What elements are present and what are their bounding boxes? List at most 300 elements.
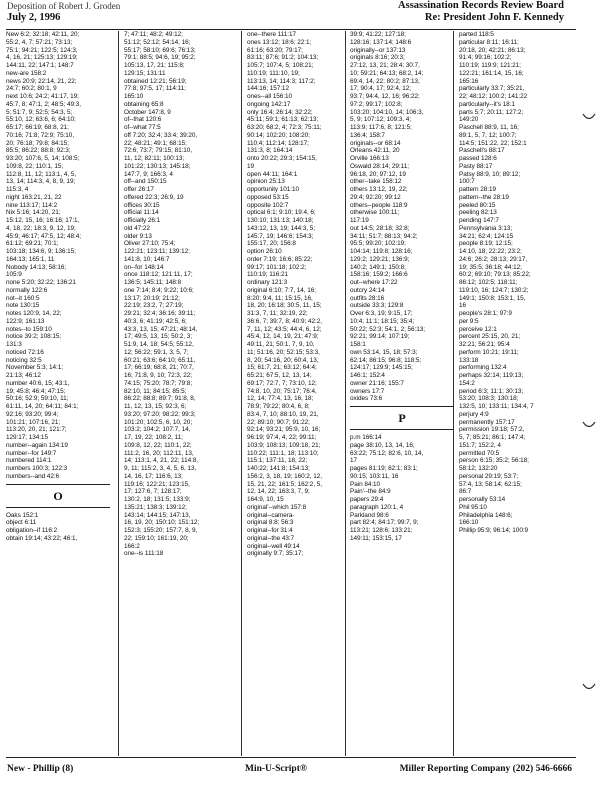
index-line: 113:13, 14; 114:3; 117:2; (247, 77, 316, 85)
index-line: 45:9; 46:17; 47:5, 12; 48:4; (6, 232, 81, 240)
index-line: 101:22; 130:13; 145:18; (124, 162, 191, 170)
index-column-4 (350, 31, 454, 756)
index-line: 61:16; 63:20; 79:17; (247, 46, 303, 54)
index-line: 113:9; 117:6, 8; 121:5; (350, 124, 412, 131)
index-line: 145:7, 19; 146:6; 154:3; (247, 232, 314, 240)
index-line: one--there 111:17 (247, 31, 297, 38)
header-rule (6, 29, 576, 30)
index-line: 119:16; 122:21; 123:15, (124, 480, 190, 488)
index-line: November 5:3; 14:1; (6, 364, 63, 372)
index-line: older 9:13 (124, 232, 152, 240)
index-line: official 11:14 (124, 209, 159, 217)
index-line: 57:4, 13; 58:14; 62:15; (459, 480, 522, 488)
index-line: 83:4, 7, 10; 88:10, 19, 21, (247, 410, 319, 418)
index-line: 117:19 (350, 217, 369, 224)
index-line: note 130:15 (6, 302, 40, 310)
index-line: 85:5; 86:22; 88:8; 92:3; (6, 147, 71, 155)
index-line: others 13:12, 19, 22; (350, 186, 408, 193)
index-line: 132:5, 10; 133:11; 134:4, 7 (459, 403, 534, 410)
index-line: 8, 20; 54:16, 20; 60:4, 13, (247, 356, 319, 364)
index-line: originals--or 68:14 (350, 139, 401, 147)
index-line: opposite 102:7 (247, 201, 289, 209)
index-line: 43:3, 13, 15; 47:21; 48:14, (124, 325, 198, 333)
index-line: numbers 100:3; 122:3 (6, 465, 68, 472)
index-line: 92:14; 93:21; 95:9, 10, 16; (247, 426, 321, 434)
index-line: 166:10 (459, 519, 479, 527)
index-line: 51:9, 14, 18; 54:5; 55:12, (124, 341, 194, 348)
index-line: 63:20; 68:2, 4; 72:3; 75:11; (247, 124, 322, 131)
deposition-date: July 2, 1996 (7, 12, 61, 23)
index-line: 45:11; 59:1; 61:13; 62:13; (247, 116, 319, 124)
index-line: 19; 35:5; 36:18; 44:12; (459, 263, 522, 271)
index-line: 34:21; 62:4; 124:15 (459, 232, 514, 240)
index-line: 74:8, 10, 20; 75:17; 76:4, (247, 387, 317, 395)
index-line: 129:15; 131:11 (124, 69, 166, 77)
index-line: 154:2 (459, 379, 475, 387)
index-line: order 7:19; 16:6; 85:22; (247, 255, 313, 263)
index-line: ones 13:12; 18:6; 22:1; (247, 38, 312, 46)
index-line: off 7:20; 32:4; 33:4; 39:20, (124, 131, 198, 139)
index-line: 8:20; 9:4, 11; 15:15, 16, (247, 294, 313, 302)
index-line: permission 19:18; 57:2, (459, 426, 525, 434)
index-line: 5, 9; 107:12; 109:3, 4; (350, 116, 412, 124)
index-line: notes 120:9, 14, 22; (6, 310, 62, 317)
index-line: ongoing 142:17 (247, 100, 291, 108)
index-line: Pasty 88:17 (459, 162, 493, 170)
index-line: 62:14; 86:15; 96:8; 118:5; (350, 356, 422, 364)
index-line: 146:1; 152:4 (350, 372, 385, 379)
index-line: 165:16 (459, 77, 479, 85)
index-column-2 (124, 31, 228, 756)
index-line: night 163:21, 21, 22 (6, 193, 62, 201)
index-line: 129:17; 134:15 (6, 434, 48, 441)
index-line: 12, 14; 77:4, 13, 16, 18; (247, 395, 314, 403)
index-line: owner 21:16; 155:7 (350, 379, 404, 387)
index-line: 82:10, 11; 84:15; 85:5; (124, 387, 187, 395)
index-line: 21:13; 46:12 (6, 372, 41, 379)
index-line: 122:9; 161:13 (6, 317, 45, 325)
index-line: 11, 12; 82:11; 100:13; (124, 155, 185, 162)
index-line: 17, 19, 22; 108:2, 11; (124, 434, 183, 441)
index-line: 128:16; 137:14; 148:6 (350, 38, 412, 46)
index-line: one--is 111:18 (124, 550, 164, 558)
board-title: Assassination Records Review Board (398, 0, 564, 11)
index-line: 10; 59:21; 64:13; 68:2, 14; (350, 69, 424, 77)
index-line: personal 29:19; 53:7; (459, 472, 518, 480)
index-line: offered 22:3; 26:9, 19 (124, 193, 184, 201)
index-line: 158:16; 159:2; 166:6 (350, 271, 408, 279)
index-line: period 6:3; 11:1; 30:13; (459, 387, 524, 395)
index-line: Phil 95:10 (459, 503, 487, 511)
index-line: passed 128:6 (459, 155, 497, 162)
index-line: 78:9; 79:22; 80:4, 6, 8; (247, 403, 310, 410)
index-line: 93:20; 97:20; 98:22; 99:3; (124, 410, 196, 418)
index-line: 20; 76:18; 79:8; 84:15; (6, 139, 69, 147)
index-line: people 8:19; 12:15; (459, 240, 513, 248)
index-line: normally 122:6 (6, 286, 48, 294)
index-line: own 53:14, 15, 18; 57:3; (350, 348, 418, 356)
index-line: page 38:10, 13, 14, 16; (350, 441, 415, 449)
index-line: 130:2, 18; 131:5; 133:9; (124, 496, 191, 503)
index-line: 100:7 (459, 178, 475, 186)
index-line: 72:6; 73:7; 79:15; 81:10, (124, 147, 193, 155)
index-line: person 6:15; 35:2; 56:18; (459, 457, 529, 465)
index-line: 50:16; 52:9; 59:10, 11; (6, 395, 69, 403)
index-line: 4, 18, 22; 18:3, 9, 12, 19; (6, 224, 76, 232)
index-line: new-are 158:2 (6, 69, 47, 77)
index-line: 15; 61:7, 21; 63:12; 64:4; (247, 364, 317, 372)
index-line: Patsy 88:9, 10; 89:12; (459, 170, 521, 178)
index-line: 110:4; 112:14; 128:17; (247, 139, 309, 147)
index-line: 130:10; 131:13; 140:18; (247, 217, 314, 224)
index-line: Nobody 14:13; 58:16; (6, 263, 67, 271)
index-line: original'--which 157:8 (247, 503, 307, 511)
index-line: 60:2; 69:10; 79:13; 85:22; (459, 271, 531, 279)
index-line: 110:19; 119:9; 121:21; (459, 62, 521, 69)
index-line: 93:20; 107:6, 5, 14; 108:5; (6, 155, 80, 162)
index-line: performing 132:4 (459, 364, 507, 372)
index-line: off--and 150:15 (124, 178, 167, 186)
index-line: 5; 51:7, 9; 52:5; 54:3, 5; (6, 108, 73, 116)
index-line: 164:9, 10, 15 (247, 496, 284, 503)
index-line: number--again 134:19 (6, 441, 68, 449)
index-line: paragraph 120:1, 4 (350, 503, 404, 511)
index-line: 86:7 (459, 488, 472, 496)
index-line: pattern 28:19 (459, 186, 497, 193)
index-line: particular 8:11; 16:11; (459, 38, 519, 46)
index-line: 86:22; 88:8; 89:7; 91:8, 8, (124, 395, 196, 403)
index-line: 97:2; 99:17; 102:8; (350, 100, 403, 108)
footer-company: Miller Reporting Company (202) 546-6666 (399, 764, 572, 774)
index-line: parted 118:5 (459, 31, 494, 38)
index-line: 22; 159:10; 161:19, 20; (124, 534, 189, 542)
index-line: 14:10, 18; 22:22; 23:2; (459, 248, 522, 255)
index-line: 51:12; 52:12; 54:14, 16; (124, 38, 191, 46)
index-line: 65:17; 66:19; 68:8, 21; (6, 124, 69, 131)
index-line: numbered 114:1 (6, 457, 52, 465)
index-line: 101:21; 107:16, 21; (6, 418, 61, 426)
index-line: 143:12, 13, 19; 144:3, 5; (247, 224, 316, 232)
index-line: 115:1; 137:11, 18, 22; (247, 457, 308, 465)
index-line: Over 6:3, 19; 9:15, 17; (350, 310, 413, 317)
index-line: 124:17; 129:9; 145:15; (350, 364, 413, 372)
index-line: 4, 16, 21; 125:13; 129:19; (6, 54, 78, 62)
index-line: 53:20; 108:3; 130:18; (459, 395, 519, 403)
index-line: 16, 19, 20; 150:10; 151:12; (124, 519, 200, 527)
index-line: 22; 48:12; 100:2; 141:22 (459, 93, 528, 100)
index-line: Nix 5:16; 14:20, 21; (6, 209, 61, 217)
index-line: 22; 48:21; 49:1; 68:15; (124, 139, 187, 147)
index-line: Orleans 42:11, 20 (350, 147, 400, 155)
index-line: 36:6, 7; 39:7, 8; 40:9; 42:2, (247, 317, 322, 325)
footer-range: New - Phillip (8) (7, 764, 74, 774)
index-line: 79:1; 88:5; 94:6, 19; 95:2; (124, 54, 196, 62)
index-line: outside 33:3; 129:8 (350, 302, 404, 310)
binder-hole-mark (582, 420, 596, 430)
index-line: 61:11, 14, 20; 64:11; 84:1; (6, 403, 79, 410)
index-line: 103:9; 108:13; 109:18, 21; (247, 441, 321, 449)
index-line: out 14:5; 28:18; 32:8; (350, 224, 410, 232)
index-line: 89:1, 5, 7, 12; 100:7; (459, 131, 517, 139)
index-line: perjury 4:9 (459, 410, 489, 418)
index-line: offer 26:17 (124, 186, 154, 193)
case-reference: Re: President John F. Kennedy (424, 12, 564, 23)
index-line: 19; 45:8; 46:4; 47:15; (6, 387, 66, 395)
index-line: Oaks 152:1 (6, 511, 39, 519)
index-line: 95:5; 99:20; 102:19; (350, 240, 406, 248)
index-line: October 147:8, 9 (124, 108, 171, 116)
index-line: 16 (459, 302, 467, 310)
index-line: 7, 11, 12; 43:5; 44:4, 6, 12; (247, 325, 322, 333)
index-line: 13, 14; 114:3, 4, 8, 9, 19; (6, 178, 76, 186)
index-line: 90:14; 102:20; 108:20; (247, 131, 310, 139)
index-line: 65:21; 67:5, 12, 13, 14; (247, 372, 312, 379)
index-line: 31:3, 7, 11; 32:19, 22; (247, 310, 308, 317)
index-line: original--well 49:14 (247, 542, 300, 550)
index-line: perceive 12:1 (459, 325, 497, 333)
index-line: particularly 33:7; 35:21, (459, 85, 525, 93)
index-line: of--that 120:6 (124, 116, 162, 124)
index-line: 112:8, 11, 12; 113:1, 4, 5, (6, 170, 77, 178)
index-line: notes--to 159:10 (6, 325, 52, 333)
index-line: 29:4; 92:20; 99:12 (350, 193, 401, 201)
index-line: 18, 20; 16:18; 30:5, 11, 15; (247, 302, 322, 310)
index-line: 151:7; 152:2, 4 (459, 441, 501, 449)
index-line: 131:3 (6, 341, 22, 348)
index-line: news 20:9; 22:14, 21, 22; (6, 77, 77, 85)
index-line: officially 26:1 (124, 217, 161, 224)
index-line: Phillip 95:9; 96:14; 100:9 (459, 527, 529, 534)
index-line: numbers--and 42:6 (6, 472, 60, 480)
index-line: object 6:11 (6, 519, 37, 527)
index-line: 136:5; 145:11; 148:8 (124, 279, 182, 286)
index-line: 55:10, 12; 63:6, 6; 64:10; (6, 116, 76, 124)
index-line: 29:21; 32:4; 36:16; 39:11; (124, 310, 196, 317)
index-line: 103:2; 104:2; 107:7, 14, (124, 426, 191, 434)
index-line: 50:22; 52:3; 54:1, 2; 56:13; (350, 325, 425, 333)
index-line: perform 10:21; 19:11; (459, 348, 519, 356)
index-line: 60:21; 63:6; 64:10; 65:11, (124, 356, 196, 364)
index-line: 17; 49:5, 13, 15; 50:2, 3; (124, 333, 192, 341)
index-line: Oswald 28:14; 29:11; (350, 162, 409, 170)
section-letter-p: P (350, 406, 454, 430)
index-line: 63:22; 75:12; 82:6, 10, 14, (350, 449, 424, 457)
index-line: 96:19; 97:4, 4, 22; 99:11; (247, 434, 317, 441)
index-line: 92:21; 99:14; 107:19; (350, 333, 410, 341)
index-line: old 47:22 (124, 224, 150, 232)
column-divider (118, 31, 119, 756)
index-line: open 44:11; 164:1 (247, 170, 298, 178)
index-line: 5, 7; 85:21; 86:1; 147:4; (459, 434, 526, 441)
index-line: 14, 16, 17; 116:6, 13; (124, 472, 183, 480)
index-line: people's 28:1; 97:9 (459, 310, 512, 317)
index-line: original 6:10; 7:7, 14, 16; (247, 286, 316, 294)
index-line: pending 147:7 (459, 217, 499, 224)
index-line: outfits 28:16 (350, 294, 385, 302)
index-line: 119:10, 16; 124:7; 130:2; (459, 286, 529, 294)
index-line: 75:1; 94:21; 122:5; 124:3, (6, 46, 78, 54)
index-line: number 40:6, 15; 43:1, (6, 379, 70, 387)
index-line: 70:16; 71:8; 72:9; 75:10, (6, 131, 75, 139)
index-line: others--people 118:9 (350, 201, 408, 209)
index-line: 12; 56:22; 59:1, 3, 5, 7; (124, 348, 189, 356)
index-line: opportunity 101:10 (247, 186, 300, 193)
index-line: only 16:4; 26:14; 32:22; (247, 108, 313, 116)
index-line: obtain 19:14; 43:22; 46:1, (6, 534, 78, 542)
index-line: 74:15; 75:20; 78:7; 79:8; (124, 379, 193, 387)
index-line: 13:17; 20:19; 21:12; (124, 294, 180, 302)
index-line: one 7:14; 8:4; 9:22; 10:6; (124, 286, 194, 294)
index-line: 113:20, 20, 21; 121:7; (6, 426, 67, 434)
index-line: 105:13, 17, 21; 115:8; (124, 62, 185, 69)
index-line: 17; 66:19; 68:8, 21; 70:7, (124, 364, 194, 372)
index-line: 15:12, 15, 16; 16:16; 17:1, (6, 217, 80, 224)
index-line: 96:18, 20; 97:12, 19 (350, 170, 406, 178)
index-line: 110:22; 111:1, 18; 113:10; (247, 449, 319, 457)
index-line: Paschell 88:9, 11, 16; (459, 124, 519, 131)
index-line: 105:9 (6, 271, 22, 279)
index-line: 55:2, 4, 7; 57:21; 73:13; (6, 38, 73, 46)
index-line: Paschell's 88:17 (459, 147, 505, 155)
index-line: of--what 77:5 (124, 124, 161, 131)
index-line: 152:3; 155:20; 157:7, 8, 9, (124, 527, 198, 534)
deposition-title: Deposition of Robert J. Groden (7, 1, 121, 11)
index-line: 143:14; 144:15; 147:13, (124, 511, 191, 519)
index-line: 129:2; 129:21; 136:9; (350, 255, 410, 263)
index-line: opposed 53:15 (247, 193, 289, 201)
column-divider (345, 31, 346, 756)
index-line: permitted 70:5 (459, 449, 500, 457)
index-line: 144:16; 157:12 (247, 85, 289, 93)
index-column-5 (459, 31, 563, 756)
index-line: next 10:6; 24:2; 41:17, 19; (6, 93, 79, 100)
index-line: p.m 166:14 (350, 434, 382, 441)
index-line: 14; 113:1, 4, 21, 22; 114:8, (124, 457, 199, 465)
index-line: 155:17, 20; 156:8 (247, 240, 296, 248)
binder-hole-mark (582, 682, 596, 692)
index-line: 77:8; 97:5, 17; 114:11; (124, 85, 186, 93)
index-line: 22:19; 23:2, 7; 27:19; (124, 302, 184, 310)
index-line: 40:3, 6; 41:19; 42:5, 6; (124, 317, 187, 325)
index-column-1 (6, 31, 110, 756)
index-line: Oliver 27:10; 75:4; (124, 240, 176, 248)
index-line: 99:17; 101:18; 102:2; (247, 263, 307, 271)
index-line: once 118:12; 121:11, 17; (124, 271, 193, 279)
index-line: original 8:8; 56:3 (247, 519, 294, 527)
section-letter-o: O (6, 484, 110, 508)
index-line: none 5:20; 32:22; 136:21 (6, 279, 76, 286)
index-line: 27:12, 13, 21; 28:4; 30:7, (350, 62, 420, 69)
index-line: optical 6:1; 9:10; 19:4, 6; (247, 209, 316, 217)
index-line: 11, 12, 13, 15; 92:3, 6; (124, 403, 187, 410)
index-line: 19 (247, 162, 255, 170)
index-line: 92:16; 93:20; 99:4; (6, 410, 59, 418)
index-line: 45:7, 8; 47:1, 2; 48:5; 49:3, (6, 100, 81, 108)
index-line: Parkland 98:6 (350, 511, 389, 519)
index-line: 17 (350, 457, 358, 465)
index-line: 109:8, 12, 22; 110:1, 22; (124, 441, 192, 449)
index-line: 7; 47:11; 48:2; 49:12; (124, 31, 183, 38)
index-line: 140:22; 141:8; 154:13; (247, 465, 310, 472)
index-line: 55:17; 58:10; 69:6; 76:13; (124, 46, 196, 54)
index-line: 9, 11; 115:2, 3, 4, 5, 6, 13, (124, 465, 197, 472)
index-line: 114:5; 151:22, 22; 152:1 (459, 139, 527, 147)
index-line: original--for 31:4 (247, 527, 293, 534)
footer-brand: Min-U-Script® (245, 764, 307, 774)
index-line: 24:6; 26:2; 28:13; 29:17, (459, 255, 528, 263)
index-line: oxides 73:6 (350, 395, 383, 403)
index-line: offices 30:15 (124, 201, 160, 209)
index-line: onto 20:22; 29:3; 154:15, (247, 155, 317, 162)
index-line: 61:12; 69:21; 70:1; (6, 240, 59, 248)
index-line: 69:17; 72:7, 7; 73:10, 12; (247, 379, 317, 387)
index-line: original--the 43:7 (247, 534, 295, 542)
index-line: 49:11, 21; 50:1, 7, 9, 10, (247, 341, 315, 348)
index-line: permanently 157:17 (459, 418, 515, 426)
index-line: 122:21; 161:14, 15, 16; (459, 69, 524, 77)
index-line: 165:10 (124, 93, 144, 100)
index-line: Orville 166:13 (350, 155, 389, 162)
index-line: 86:12; 102:5; 118:11; (459, 279, 518, 286)
index-line: out--where 17:22 (350, 279, 398, 286)
index-line: 39:9; 41:22; 127:18; (350, 31, 406, 38)
index-line: 101:20; 102:5, 6, 10, 20; (124, 418, 193, 426)
index-line: otherwise 100:11; (350, 209, 400, 217)
index-line: peeling 82:13 (459, 209, 497, 217)
index-line: peeled 80:15 (459, 201, 496, 209)
index-line: 24:7; 60:2; 80:1, 9 (6, 85, 57, 93)
page-header-right (398, 0, 564, 24)
index-line: 83:11; 87:6; 91:2; 104:13; (247, 54, 319, 62)
index-line: 15, 21, 22; 161:5; 162:2, 5, (247, 480, 322, 488)
index-line: noticed 72:16 (6, 348, 44, 356)
index-line: 122:21; 123:11; 139:12; (124, 248, 190, 255)
index-line: 166:2 (124, 542, 140, 550)
index-line: 90:15; 103:11, 16 (350, 472, 399, 480)
index-line: 12, 14, 22; 163:3, 7, 9; (247, 488, 310, 496)
index-line: 158:1 (350, 341, 366, 348)
index-line: originally--or 137:13 (350, 46, 406, 54)
index-line: 149:11; 153:15, 17 (350, 534, 402, 542)
index-line: 141:8, 10; 146:7 (124, 255, 170, 263)
index-line: Pain'--the 84:9 (350, 488, 391, 496)
index-line: 149:20 (459, 116, 479, 124)
index-line: 110:19; 116:21 (247, 271, 288, 279)
index-line: 34:11; 51:7; 88:13; 94:2; (350, 232, 418, 240)
binder-hole-mark (582, 112, 596, 122)
index-line: 147:7, 9; 166:3, 4 (124, 170, 173, 178)
index-line: papers 29:4 (350, 496, 384, 503)
index-line: 156:2, 3, 18, 19; 160:2, 12, (247, 472, 322, 480)
footer-rule (6, 757, 576, 758)
index-line: 103:18; 134:6, 9; 136:15; (6, 248, 76, 255)
index-line: 104:14; 119:8; 128:16; (350, 248, 413, 255)
index-line: 17; 90:4, 17; 92:4, 12; (350, 85, 412, 93)
index-line: other--take 158:12 (350, 178, 402, 186)
index-column-3 (247, 31, 351, 756)
index-line: original--camera- (247, 511, 295, 519)
index-line: 131:3, 8; 164:14 (247, 147, 293, 155)
index-line: number--for 149:7 (6, 449, 57, 457)
index-line: owners 17:7 (350, 387, 385, 395)
index-line: parts 5:7; 20:11; 127:2; (459, 108, 524, 116)
index-line: 149:1; 150:8; 153:1, 15, (459, 294, 526, 302)
index-line: 110:19; 111:10, 19; (247, 69, 300, 77)
column-divider (453, 31, 454, 756)
index-line: option 26:10 (247, 248, 282, 255)
page-header-left (7, 0, 120, 24)
index-line: 69:4, 14, 22; 80:2; 87:13, (350, 77, 420, 85)
